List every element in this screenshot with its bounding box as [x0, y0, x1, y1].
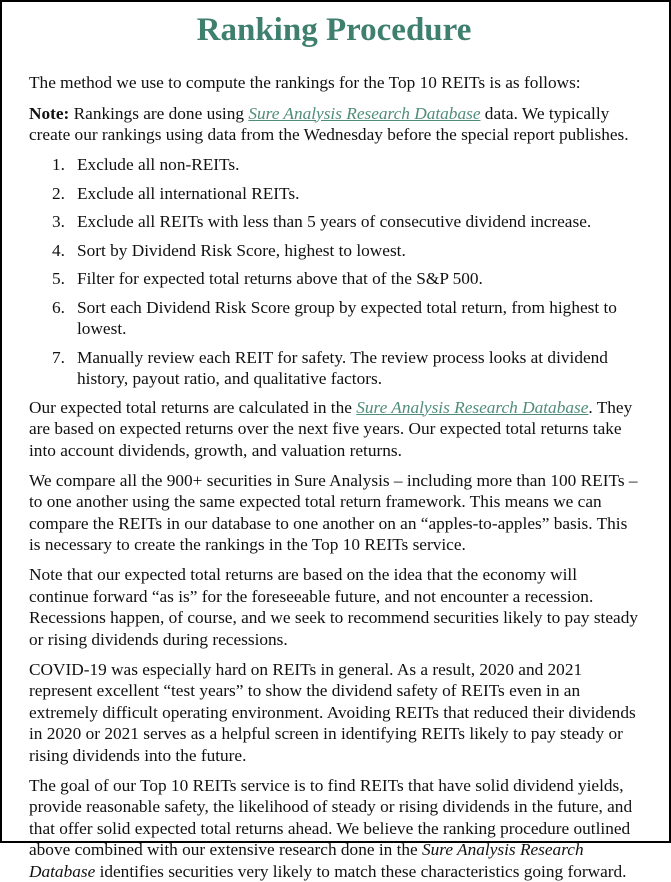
- ranking-steps-list: [29, 154, 639, 390]
- list-item: [77, 183, 639, 205]
- step-number: 6.: [52, 297, 65, 319]
- step-text: Sort each Dividend Risk Score group by expected total return, from highest to lowest.: [77, 298, 617, 339]
- step-text: Exclude all international REITs.: [77, 184, 299, 203]
- database-name: Sure Analysis Research Database: [29, 840, 584, 881]
- intro-paragraph: The method we use to compute the rankings for the Top 10 REITs is as follows:: [29, 72, 639, 94]
- returns-text-after: . They are based on expected returns over the next five years. Our expected total returns take into account dividends, growth, and valuation returns.: [29, 398, 632, 460]
- database-link[interactable]: Sure Analysis Research Database: [248, 104, 480, 123]
- step-text: Sort by Dividend Risk Score, highest to lowest.: [77, 241, 406, 260]
- step-number: 2.: [52, 183, 65, 205]
- goal-paragraph: [29, 775, 639, 882]
- note-label: Note:: [29, 104, 69, 123]
- step-number: 3.: [52, 211, 65, 233]
- goal-text-after: identifies securities very likely to match these characteristics going forward.: [95, 862, 626, 881]
- note-text-after: data. We typically create our rankings using data from the Wednesday before the special report publishes.: [29, 104, 629, 145]
- step-number: 5.: [52, 268, 65, 290]
- step-text: Manually review each REIT for safety. The review process looks at dividend history, payout ratio, and qualitative factors.: [77, 348, 608, 389]
- list-item: [77, 297, 639, 340]
- step-number: 4.: [52, 240, 65, 262]
- returns-paragraph: [29, 397, 639, 462]
- list-item: [77, 268, 639, 290]
- step-number: 7.: [52, 347, 65, 369]
- returns-text-before: Our expected total returns are calculated in the: [29, 398, 356, 417]
- list-item: [77, 240, 639, 262]
- note-paragraph: [29, 103, 639, 146]
- database-link[interactable]: Sure Analysis Research Database: [356, 398, 588, 417]
- step-number: 1.: [52, 154, 65, 176]
- step-text: Exclude all non-REITs.: [77, 155, 239, 174]
- list-item: [77, 347, 639, 390]
- recession-paragraph: Note that our expected total returns are based on the idea that the economy will continue forward “as is” for the foreseeable future, and not encounter a recession. Recessions happen, of course, and we seek to recommend securities likely to pay steady or rising dividends during recessions.: [29, 564, 639, 650]
- list-item: [77, 154, 639, 176]
- note-text-before: Rankings are done using: [69, 104, 248, 123]
- covid-paragraph: COVID-19 was especially hard on REITs in general. As a result, 2020 and 2021 represent excellent “test years” to show the dividend safety of REITs even in an extremely difficult operating environment. Avoiding REITs that reduced their dividends in 2020 or 2021 serves as a helpful screen in identifying REITs likely to pay steady or rising dividends into the future.: [29, 659, 639, 767]
- compare-paragraph: We compare all the 900+ securities in Sure Analysis – including more than 100 REITs – to one another using the same expected total return framework. This means we can compare the REITs in our database to one another on an “apples-to-apples” basis. This is necessary to create the rankings in the Top 10 REITs service.: [29, 470, 639, 556]
- goal-text-before: The goal of our Top 10 REITs service is to find REITs that have solid dividend yields, provide reasonable safety, the likelihood of steady or rising dividends in the future, and that offer solid expected total returns ahead. We believe the ranking procedure outlined above combined with our extensive research done in the: [29, 776, 632, 860]
- step-text: Exclude all REITs with less than 5 years of consecutive dividend increase.: [77, 212, 591, 231]
- step-text: Filter for expected total returns above that of the S&P 500.: [77, 269, 483, 288]
- list-item: [77, 211, 639, 233]
- page-title: Ranking Procedure: [29, 2, 639, 56]
